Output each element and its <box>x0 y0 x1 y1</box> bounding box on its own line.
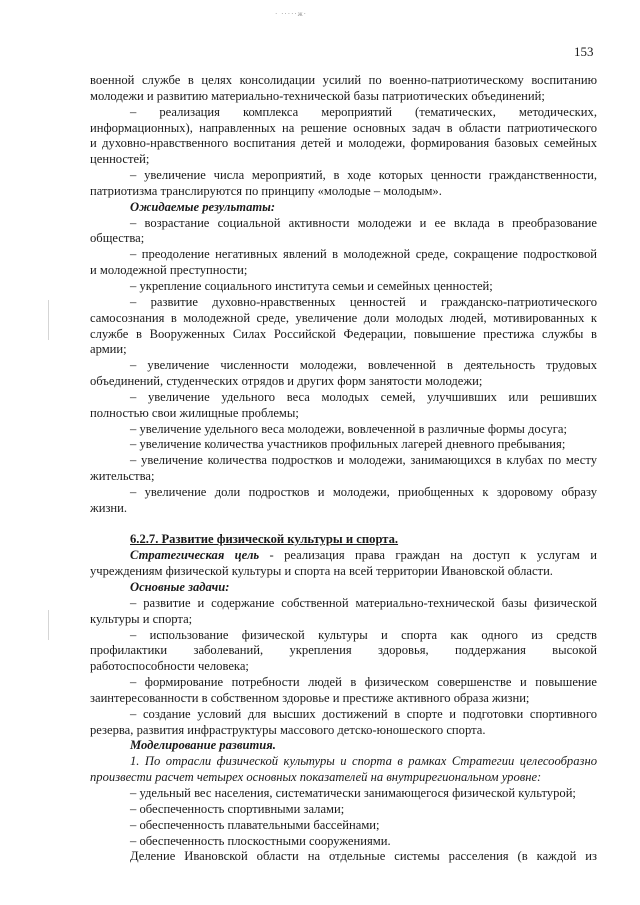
list-item: – увеличение удельного веса молодых семей, улучшивших или решивших <box>130 389 597 404</box>
strategic-goal-text: - реализация права граждан на доступ к услугам и <box>259 548 597 563</box>
list-item: – обеспеченность плавательными бассейнами; <box>130 817 380 832</box>
list-item: – обеспеченность спортивными залами; <box>130 801 345 816</box>
text-line: и духовно-нравственного воспитания детей и молодежи, формирования базовых семейных <box>90 136 597 151</box>
list-item: – удельный вес населения, систематически занимающегося физической культурой; <box>130 785 576 800</box>
text-line: работоспособности человека; <box>90 659 249 674</box>
text-line: жительства; <box>90 469 155 484</box>
list-item: – увеличение количества участников профильных лагерей дневного пребывания; <box>130 437 566 452</box>
text-line: самосознания в молодежной среде, увеличение доли молодых людей, мотивированных к <box>90 310 597 325</box>
text-line: патриотизма транслируются по принципу «молодые – молодым». <box>90 183 442 198</box>
text-line: учреждениям физической культуры и спорта на всей территории Ивановской области. <box>90 564 553 579</box>
text-line: ценностей; <box>90 152 150 167</box>
text-line <box>90 548 597 564</box>
list-item: – возрастание социальной активности молодежи и ее вклада в преобразование <box>130 215 597 230</box>
paragraph-gap <box>90 517 597 533</box>
list-item: – увеличение числа мероприятий, в ходе которых ценности гражданственности, <box>130 168 597 183</box>
text-line: заинтересованности в собственном здоровье и престиже активного образа жизни; <box>90 690 530 705</box>
section-heading: 6.2.7. Развитие физической культуры и спорта. <box>130 532 399 547</box>
text-line: и молодежной преступности; <box>90 263 248 278</box>
section-subheading: Основные задачи: <box>130 580 230 594</box>
text-line: молодежи и развитию материально-технической базы патриотических объединений; <box>90 88 545 103</box>
text-line: службе в Вооруженных Силах Российской Федерации, повышение престижа службы в <box>90 326 597 341</box>
text-line: военной службе в целях консолидации усилий по военно-патриотическому воспитанию <box>90 73 597 87</box>
text-line: профилактики заболеваний, укрепления здоровья, поддержания высокой <box>90 643 597 658</box>
text-line: жизни. <box>90 500 128 515</box>
text-line: культуры и спорта; <box>90 611 193 626</box>
strategic-goal-label: Стратегическая цель <box>130 548 260 563</box>
list-item: – развитие духовно-нравственных ценностей и гражданско-патриотического <box>130 294 597 309</box>
scan-mark: · ·····ж· <box>275 10 307 18</box>
scan-edge-mark <box>48 610 49 640</box>
text-line: армии; <box>90 342 127 357</box>
text-line: полностью свои жилищные проблемы; <box>90 405 299 420</box>
list-item: – увеличение удельного веса молодежи, вовлеченной в различные формы досуга; <box>130 421 568 436</box>
list-item: – увеличение доли подростков и молодежи, приобщенных к здоровому образу <box>130 484 597 499</box>
list-item: – увеличение количества подростков и молодежи, занимающихся в клубах по месту <box>130 453 597 468</box>
list-item: – использование физической культуры и спорта как одного из средств <box>130 627 597 642</box>
italic-text-line: произвести расчет четырех основных показателей на внутрирегиональном уровне: <box>90 770 542 785</box>
list-item: – формирование потребности людей в физическом совершенстве и повышение <box>130 675 597 690</box>
list-item: – обеспеченность плоскостными сооружениями. <box>130 833 391 848</box>
page-number: 153 <box>574 44 594 59</box>
list-item: – реализация комплекса мероприятий (тематических, методических, <box>130 104 597 119</box>
list-item: – увеличение численности молодежи, вовлеченной в деятельность трудовых <box>130 358 597 373</box>
body-text <box>90 73 597 865</box>
text-line: Деление Ивановской области на отдельные системы расселения (в каждой из <box>130 849 597 864</box>
list-item: – развитие и содержание собственной материально-технической базы физической <box>130 595 597 610</box>
section-subheading: Моделирование развития. <box>130 738 276 753</box>
scan-edge-mark <box>48 300 49 340</box>
text-line: информационных), направленных на решение основных задач в области патриотического <box>90 120 597 135</box>
list-item: – преодоление негативных явлений в молодежной среде, сокращение подростковой <box>130 247 597 262</box>
text-line: резерва, развития инфраструктуры массового детско-юношеского спорта. <box>90 722 486 737</box>
text-line: общества; <box>90 231 145 246</box>
list-item: – укрепление социального института семьи и семейных ценностей; <box>130 278 493 293</box>
italic-text-line: 1. По отрасли физической культуры и спорта в рамках Стратегии целесообразно <box>130 754 597 769</box>
text-line: объединений, студенческих отрядов и других форм занятости молодежи; <box>90 374 483 389</box>
section-subheading: Ожидаемые результаты: <box>130 199 276 214</box>
list-item: – создание условий для высших достижений в спорте и подготовки спортивного <box>130 706 597 721</box>
